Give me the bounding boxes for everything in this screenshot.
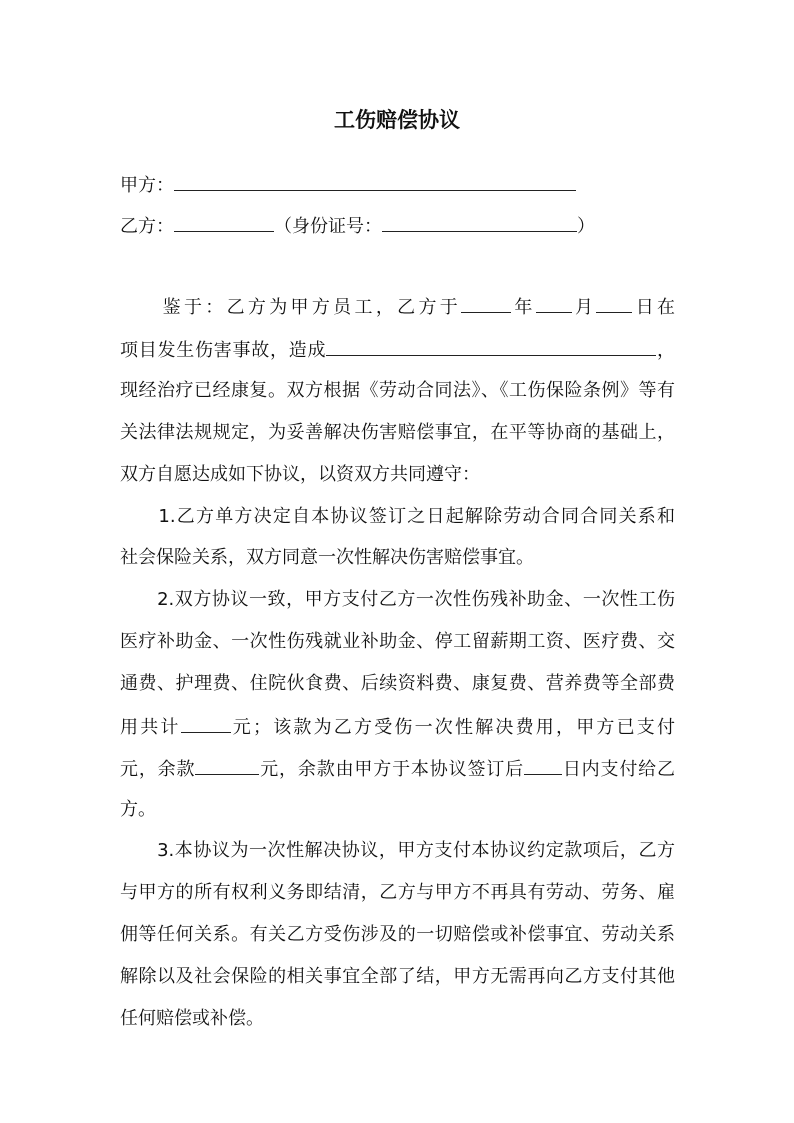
text-line: [120, 172, 675, 198]
text-segment: 元；该款为乙方受伤一次性解决费用，甲方已支付: [230, 717, 676, 738]
blank-field-party[interactable]: [174, 172, 576, 191]
blank-field-yr[interactable]: [461, 294, 511, 313]
text-segment: 双方自愿达成如下协议，以资双方共同遵守：: [120, 464, 480, 485]
blank-field-amt[interactable]: [181, 714, 231, 733]
blank-field-mo[interactable]: [536, 294, 572, 313]
text-line: [120, 756, 675, 782]
text-segment: 用共计: [120, 717, 181, 738]
text-line: [120, 294, 675, 320]
text-line: [120, 923, 675, 947]
text-line: [120, 881, 675, 905]
text-segment: 项目发生伤害事故，造成: [120, 340, 327, 361]
text-segment: 元，余款: [120, 759, 196, 780]
blank-field-cause[interactable]: [326, 337, 656, 356]
text-line: [120, 379, 675, 403]
text-line: [120, 588, 675, 612]
text-segment: 乙方：: [120, 216, 174, 237]
text-line: [120, 965, 675, 989]
text-segment: 月: [571, 297, 597, 318]
text-segment: （身份证号：: [274, 216, 382, 237]
text-line: [120, 463, 675, 487]
text-line: [120, 421, 675, 445]
blank-field-id[interactable]: [382, 213, 577, 232]
text-segment: 解除以及社会保险的相关事宜全部了结，甲方无需再向乙方支付其他: [120, 966, 675, 987]
blank-field-name[interactable]: [174, 213, 274, 232]
text-segment: 与甲方的所有权利义务即结清，乙方与甲方不再具有劳动、劳务、雇: [120, 882, 675, 903]
text-line: [120, 213, 675, 239]
text-segment: 关法律法规规定，为妥善解决伤害赔偿事宜，在平等协商的基础上，: [120, 422, 675, 443]
text-segment: 日在: [632, 297, 676, 318]
text-segment: 佣等任何关系。有关乙方受伤涉及的一切赔偿或补偿事宜、劳动关系: [120, 924, 675, 945]
blank-field-rest[interactable]: [195, 756, 259, 775]
text-line: [120, 672, 675, 696]
text-segment: 任何赔偿或补偿。: [120, 1008, 264, 1029]
text-segment: 甲方：: [120, 175, 174, 196]
text-line: [120, 1007, 675, 1031]
text-segment: 通费、护理费、住院伙食费、后续资料费、康复费、营养费等全部费: [120, 673, 675, 694]
text-line: [120, 337, 675, 363]
text-segment: 3.本协议为一次性解决协议，甲方支付本协议约定款项后，乙方: [120, 840, 675, 861]
text-segment: 医疗补助金、一次性伤残就业补助金、停工留薪期工资、医疗费、交: [120, 631, 675, 652]
blank-field-days[interactable]: [524, 756, 562, 775]
text-segment: 鉴于：乙方为甲方员工，乙方于: [120, 297, 462, 318]
text-segment: 日内支付给乙: [561, 759, 676, 780]
text-segment: 现经治疗已经康复。双方根据《劳动合同法》、《工伤保险条例》等有: [120, 380, 675, 401]
text-segment: 年: [511, 297, 536, 318]
text-line: [120, 546, 675, 570]
text-line: [120, 798, 675, 822]
text-segment: 社会保险关系，双方同意一次性解决伤害赔偿事宜。: [120, 547, 534, 568]
text-segment: 元，余款由甲方于本协议签订后: [259, 759, 524, 780]
text-line: [120, 839, 675, 863]
text-segment: 1.乙方单方决定自本协议签订之日起解除劳动合同合同关系和: [120, 506, 675, 527]
blank-field-dy[interactable]: [596, 294, 632, 313]
text-line: [120, 505, 675, 529]
text-line: [120, 630, 675, 654]
text-segment: 方。: [120, 799, 156, 820]
text-segment: ，: [656, 340, 675, 361]
text-segment: ）: [577, 216, 595, 237]
text-line: [120, 714, 675, 740]
document-title: 工伤赔偿协议: [334, 107, 460, 132]
text-segment: 2.双方协议一致，甲方支付乙方一次性伤残补助金、一次性工伤: [120, 589, 675, 610]
